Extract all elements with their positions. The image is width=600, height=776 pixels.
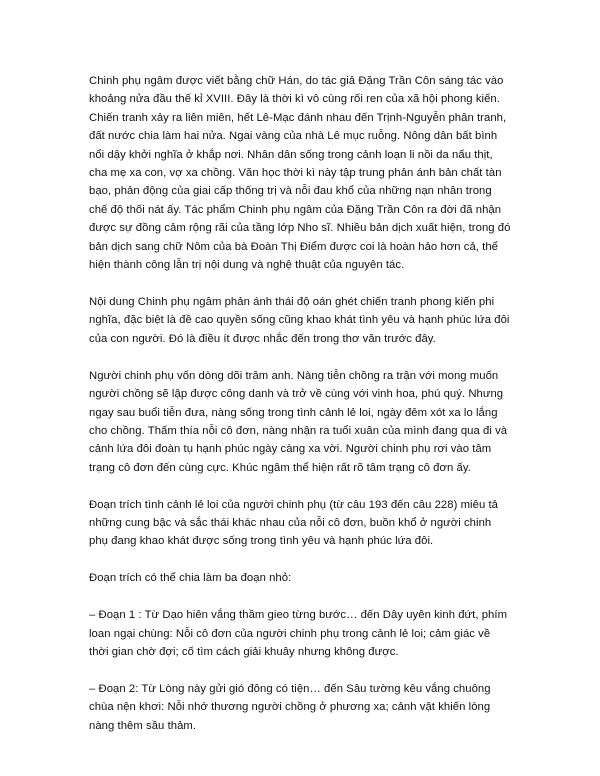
paragraph-excerpt: Đoạn trích tình cảnh lẻ loi của người chinh phụ (từ câu 193 đến câu 228) miêu tả những cung bậc và sắc thái khác nhau của nỗi cô đơn, buồn khổ ở người chinh phụ đang khao khát được sống trong tình yêu và hạnh phúc lứa đôi. [89, 498, 498, 548]
paragraph-chinh-phu: Người chinh phụ vốn dòng dõi trâm anh. Nàng tiễn chồng ra trận với mong muốn người chồng sẽ lập được công danh và trở về cùng với vinh hoa, phú quý. Nhưng ngay sau buổi tiễn đưa, nàng sống trong tình cảnh lẻ loi, ngày đêm xót xa lo lắng cho chồng. Thấm thía nỗi cô đơn, nàng nhận ra tuổi xuân của mình đang qua đi và cảnh lứa đôi đoàn tụ hạnh phúc ngày càng xa vời. Người chinh phụ rơi vào tâm trạng cô đơn đến cùng cực. Khúc ngâm thể hiện rất rõ tâm trạng cô đơn ấy. [89, 369, 508, 474]
list-item-section-1: – Đoạn 1 : Từ Dạo hiên vắng thầm gieo từng bước… đến Dây uyên kinh đứt, phím loan ngại chùng: Nỗi cô đơn của người chinh phụ trong cảnh lẻ loi; cảm giác về thời gian chờ đợi; cố tìm cách giải khuây nhưng không được. [89, 609, 508, 659]
paragraph-content: Nội dung Chinh phụ ngâm phản ánh thái độ oán ghét chiến tranh phong kiến phi nghĩa, đặc biệt là đề cao quyền sống cũng khao khát tình yêu và hạnh phúc lứa đôi của con người. Đó là điều ít được nhắc đến trong thơ văn trước đây. [89, 295, 510, 345]
paragraph-intro: Chinh phụ ngâm được viết bằng chữ Hán, do tác giả Đặng Trần Côn sáng tác vào khoảng nửa đầu thế kỉ XVIII. Đây là thời kì vô cùng rối ren của xã hội phong kiến. Chiến tranh xảy ra liên miên, hết Lê-Mạc đánh nhau đến Trịnh-Nguyễn phân tranh, đất nước chia làm hai nửa. Ngai vàng của nhà Lê mục ruỗng. Nông dân bất bình nổi dậy khởi nghĩa ở khắp nơi. Nhân dân sống trong cảnh loạn li nồi da nấu thịt, cha mẹ xa con, vợ xa chồng. Văn học thời kì này tập trung phản ánh bản chất tàn bạo, phản động của giai cấp thống trị và nỗi đau khổ của những nạn nhân trong chế độ thối nát ấy. Tác phẩm Chinh phụ ngâm của Đặng Trần Côn ra đời đã nhận được sự đồng cảm rộng rãi của tầng lớp Nho sĩ. Nhiều bản dịch xuất hiện, trong đó bản dịch sang chữ Nôm của bà Đoàn Thị Điểm được coi là hoàn hảo hơn cả, thể hiện thành công lẫn trị nội dung và nghệ thuật của nguyên tác. [89, 75, 511, 272]
list-item-section-2: – Đoạn 2: Từ Lòng này gửi gió đông có tiện… đến Sâu tường kêu vắng chuông chùa nện khơi: Nỗi nhớ thương người chồng ở phương xa; cảnh vật khiến lòng nàng thêm sầu thảm. [89, 682, 491, 732]
paragraph-division: Đoạn trích có thể chia làm ba đoạn nhỏ: [89, 572, 292, 585]
